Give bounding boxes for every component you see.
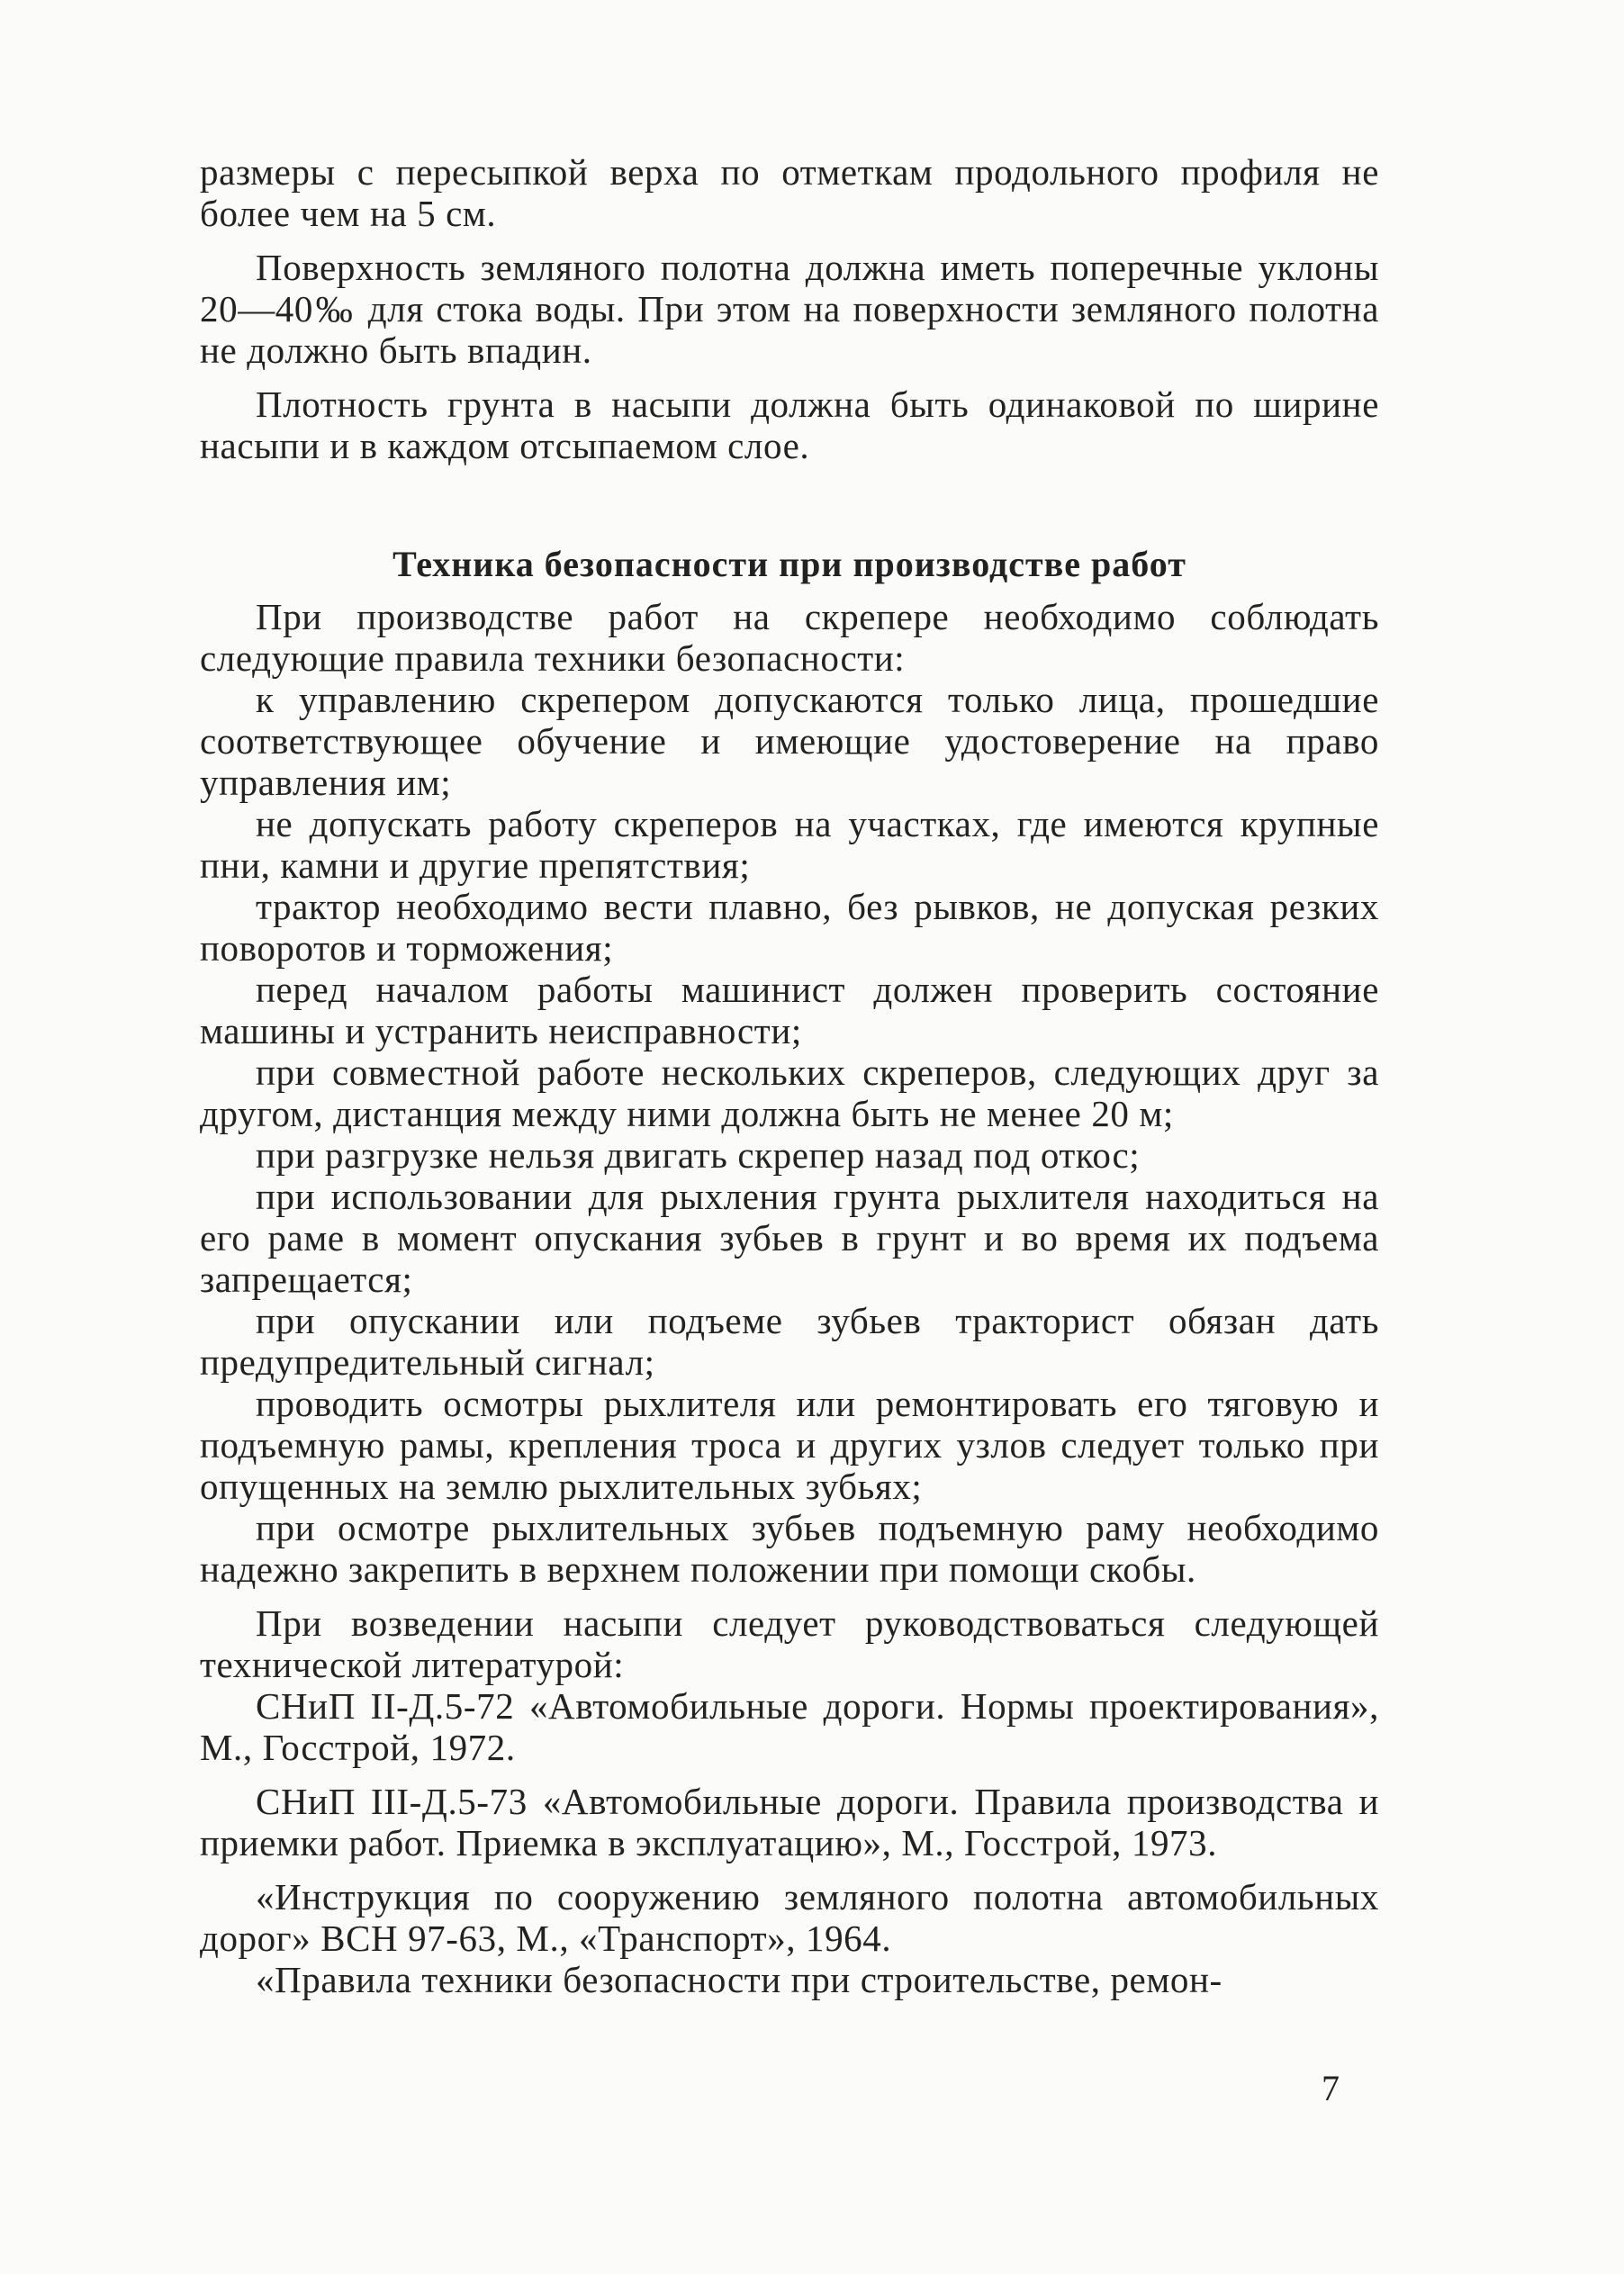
safety-rule: при совместной работе нескольких скреперов, следующих друг за другом, дистанция между ними должна быть не менее 20 м;: [200, 1051, 1379, 1134]
paragraph-soil-density: Плотность грунта в насыпи должна быть одинаковой по ширине насыпи и в каждом отсыпаемом слое.: [200, 384, 1379, 466]
safety-rule: при использовании для рыхления грунта рыхлителя находиться на его раме в момент опускания зубьев в грунт и во время их подъема запрещается;: [200, 1176, 1379, 1300]
literature-item: СНиП II-Д.5-72 «Автомобильные дороги. Нормы проектирования», М., Госстрой, 1972.: [200, 1685, 1379, 1768]
literature-item: СНиП III-Д.5-73 «Автомобильные дороги. Правила производства и приемки работ. Приемка в эксплуатацию», М., Госстрой, 1973.: [200, 1781, 1379, 1863]
safety-rule: проводить осмотры рыхлителя или ремонтировать его тяговую и подъемную рамы, крепления троса и других узлов следует только при опущенных на землю рыхлительных зубьях;: [200, 1383, 1379, 1507]
page-body: [200, 151, 1379, 2000]
safety-rule: не допускать работу скреперов на участках, где имеются крупные пни, камни и другие препятствия;: [200, 803, 1379, 886]
safety-rule: трактор необходимо вести плавно, без рывков, не допуская резких поворотов и торможения;: [200, 886, 1379, 969]
safety-rule: при разгрузке нельзя двигать скрепер назад под откос;: [256, 1134, 1141, 1176]
safety-rule: к управлению скрепером допускаются только лица, прошедшие соответствующее обучение и имеющие удостоверение на право управления им;: [200, 679, 1379, 803]
section-heading: Техника безопасности при производстве работ: [392, 544, 1186, 584]
paragraph-continuation: размеры с пересыпкой верха по отметкам продольного профиля не более чем на 5 см.: [200, 151, 1379, 234]
safety-rule: при опускании или подъеме зубьев тракторист обязан дать предупредительный сигнал;: [200, 1300, 1379, 1383]
page-number: 7: [1322, 2068, 1340, 2108]
literature-item: «Правила техники безопасности при строительстве, ремон-: [256, 1959, 1223, 2000]
safety-intro: При производстве работ на скрепере необходимо соблюдать следующие правила техники безопасности:: [200, 596, 1379, 679]
literature-intro: При возведении насыпи следует руководствоваться следующей технической литературой:: [200, 1602, 1379, 1685]
paragraph-surface-slope: Поверхность земляного полотна должна иметь поперечные уклоны 20—40‰ для стока воды. При этом на поверхности земляного полотна не должно быть впадин.: [200, 247, 1379, 371]
literature-item: «Инструкция по сооружению земляного полотна автомобильных дорог» ВСН 97-63, М., «Транспорт», 1964.: [200, 1876, 1379, 1959]
safety-rule: перед началом работы машинист должен проверить состояние машины и устранить неисправности;: [200, 969, 1379, 1051]
safety-rule: при осмотре рыхлительных зубьев подъемную раму необходимо надежно закрепить в верхнем положении при помощи скобы.: [200, 1507, 1379, 1590]
